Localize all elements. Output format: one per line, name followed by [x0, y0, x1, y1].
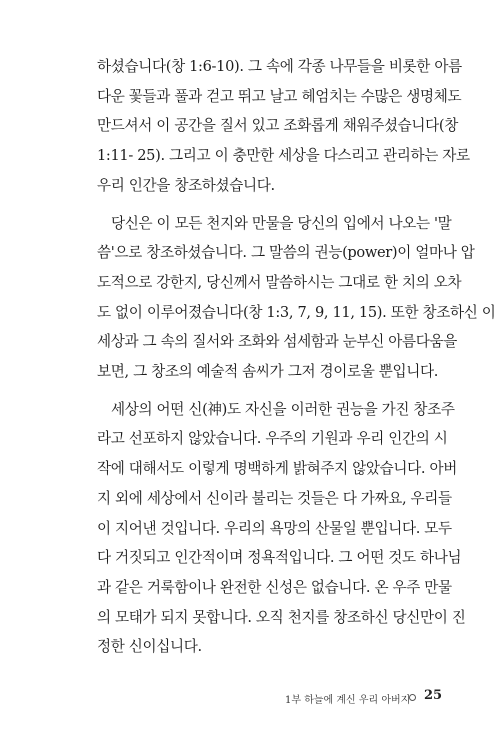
text-line: 작에 대해서도 이렇게 명백하게 밝혀주지 않았습니다. 아버 — [97, 460, 457, 478]
text-line: 이 지어낸 것입니다. 우리의 욕망의 산물일 뿐입니다. 모두 — [97, 519, 452, 537]
page-number: 25 — [424, 688, 443, 703]
page-body — [97, 52, 496, 662]
text-line: 도적으로 강한지, 당신께서 말씀하시는 그대로 한 치의 오차 — [97, 273, 462, 291]
text-line: 세상의 어떤 신(神)도 자신을 이러한 권능을 가진 창조주 — [111, 400, 455, 418]
text-line: 하셨습니다(창 1:6-10). 그 속에 각종 나무들을 비롯한 아름 — [97, 58, 462, 75]
text-line: 다운 꽃들과 풀과 걷고 뛰고 날고 헤엄치는 수많은 생명체도 — [97, 87, 462, 105]
text-line: 다 거짓되고 인간적이며 정욕적입니다. 그 어떤 것도 하나님 — [97, 549, 462, 567]
text-line: 우리 인간을 창조하셨습니다. — [97, 176, 275, 194]
circle-separator-icon — [409, 694, 416, 701]
text-line: 과 같은 거룩함이나 완전한 신성은 없습니다. 온 우주 만물 — [97, 578, 452, 596]
text-line: 라고 선포하지 않았습니다. 우주의 기원과 우리 인간의 시 — [97, 430, 448, 448]
paragraph — [97, 209, 496, 387]
text-line: 정한 신이십니다. — [97, 638, 202, 656]
text-line: 의 모태가 되지 못합니다. 오직 천지를 창조하신 당신만이 진 — [97, 608, 466, 626]
text-line: 1:11- 25). 그리고 이 충만한 세상을 다스리고 관리하는 자로 — [97, 147, 470, 165]
text-line: 씀'으로 창조하셨습니다. 그 말씀의 권능(power)이 얼마나 압 — [97, 244, 475, 262]
text-line: 세상과 그 속의 질서와 조화와 섬세함과 눈부신 아름다움을 — [97, 333, 457, 351]
text-line: 보면, 그 창조의 예술적 솜씨가 그저 경이로울 뿐입니다. — [97, 363, 439, 381]
running-footer-title: 1부 하늘에 계신 우리 아버지 — [285, 695, 411, 706]
paragraph — [97, 395, 466, 662]
text-line: 만드셔서 이 공간을 질서 있고 조화롭게 채워주셨습니다(창 — [97, 117, 459, 135]
text-line: 지 외에 세상에서 신이라 불리는 것들은 다 가짜요, 우리들 — [97, 489, 452, 507]
text-line: 당신은 이 모든 천지와 만물을 당신의 입에서 나오는 '말 — [111, 214, 452, 232]
page-footer — [0, 688, 500, 708]
text-line: 도 없이 이루어졌습니다(창 1:3, 7, 9, 11, 15). 또한 창조하신 이 — [97, 303, 496, 321]
paragraph — [97, 52, 470, 201]
